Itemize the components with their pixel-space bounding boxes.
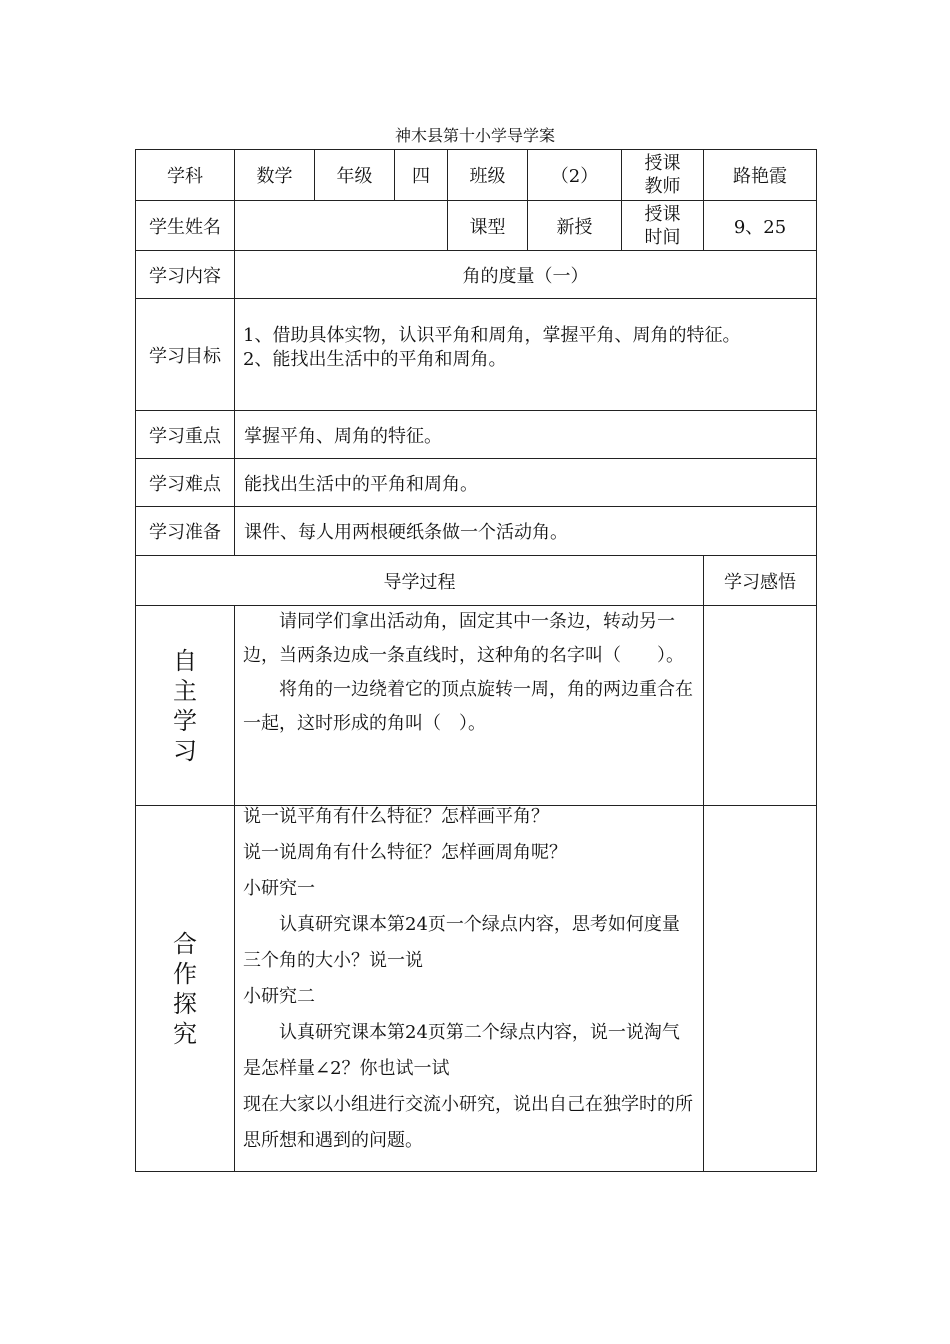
self-study-label-text: 自主学习 [173, 646, 197, 765]
cooperative-reflection [704, 806, 817, 1172]
key-point-row [136, 411, 817, 459]
cooperative-summary: 现在大家以小组进行交流小研究，说出自己在独学时的所思所想和遇到的问题。 [243, 1094, 693, 1151]
preparation-value: 课件、每人用两根硬纸条做一个活动角。 [235, 507, 817, 556]
time-label [622, 201, 704, 251]
teacher-label-text: 授课教师 [644, 153, 681, 197]
difficulty-row [136, 459, 817, 507]
difficulty-value: 能找出生活中的平角和周角。 [235, 459, 817, 507]
header-row-2 [136, 201, 817, 251]
reflection-header: 学习感悟 [704, 556, 817, 606]
teacher-value: 路艳霞 [704, 150, 817, 201]
key-point-value: 掌握平角、周角的特征。 [235, 411, 817, 459]
objectives-row [136, 299, 817, 411]
content-label: 学习内容 [136, 251, 235, 299]
class-label: 班级 [448, 150, 528, 201]
objective-line-2: 2、能找出生活中的平角和周角。 [243, 348, 507, 370]
student-value [235, 201, 448, 251]
cooperative-question-2: 说一说周角有什么特征？怎样画周角呢？ [243, 842, 567, 863]
student-label: 学生姓名 [136, 201, 235, 251]
research-2-title: 小研究二 [243, 986, 315, 1007]
self-study-paragraph-2: 将角的一边绕着它的顶点旋转一周，角的两边重合在一起，这时形成的角叫（ ）。 [243, 679, 693, 734]
content-value: 角的度量（一） [235, 251, 817, 299]
grade-label: 年级 [315, 150, 395, 201]
self-study-label [136, 606, 235, 806]
page-title: 神木县第十小学导学案 [394, 126, 555, 145]
process-header: 导学过程 [136, 556, 704, 606]
subject-label: 学科 [136, 150, 235, 201]
self-study-reflection [704, 606, 817, 806]
teacher-label [622, 150, 704, 201]
research-2-text: 认真研究课本第24页第二个绿点内容，说一说淘气是怎样量∠2？你也试一试 [243, 1022, 680, 1079]
self-study-content [235, 606, 704, 806]
subject-value: 数学 [235, 150, 315, 201]
cooperative-label [136, 806, 235, 1172]
difficulty-label: 学习难点 [136, 459, 235, 507]
process-header-row [136, 556, 817, 606]
type-value: 新授 [528, 201, 622, 251]
type-label: 课型 [448, 201, 528, 251]
preparation-row [136, 507, 817, 556]
cooperative-row [136, 806, 817, 1172]
research-1-title: 小研究一 [243, 878, 315, 899]
self-study-paragraph-1: 请同学们拿出活动角，固定其中一条边，转动另一边，当两条边成一条直线时，这种角的名字叫（ ）。 [243, 611, 684, 666]
cooperative-label-text: 合作探究 [173, 929, 197, 1048]
self-study-row [136, 606, 817, 806]
research-1-text: 认真研究课本第24页一个绿点内容，思考如何度量三个角的大小？说一说 [243, 914, 680, 971]
cooperative-content [235, 806, 704, 1172]
key-point-label: 学习重点 [136, 411, 235, 459]
objectives-value [235, 299, 817, 411]
lesson-plan-table [135, 149, 817, 1172]
objective-line-1: 1、借助具体实物，认识平角和周角，掌握平角、周角的特征。 [243, 324, 741, 346]
time-value: 9、25 [704, 201, 817, 251]
header-row-1 [136, 150, 817, 201]
content-row [136, 251, 817, 299]
class-value: （2） [528, 150, 622, 201]
grade-value: 四 [395, 150, 448, 201]
time-label-text: 授课时间 [644, 203, 681, 248]
objectives-label: 学习目标 [136, 299, 235, 411]
cooperative-question-1: 说一说平角有什么特征？怎样画平角？ [243, 806, 549, 827]
preparation-label: 学习准备 [136, 507, 235, 556]
